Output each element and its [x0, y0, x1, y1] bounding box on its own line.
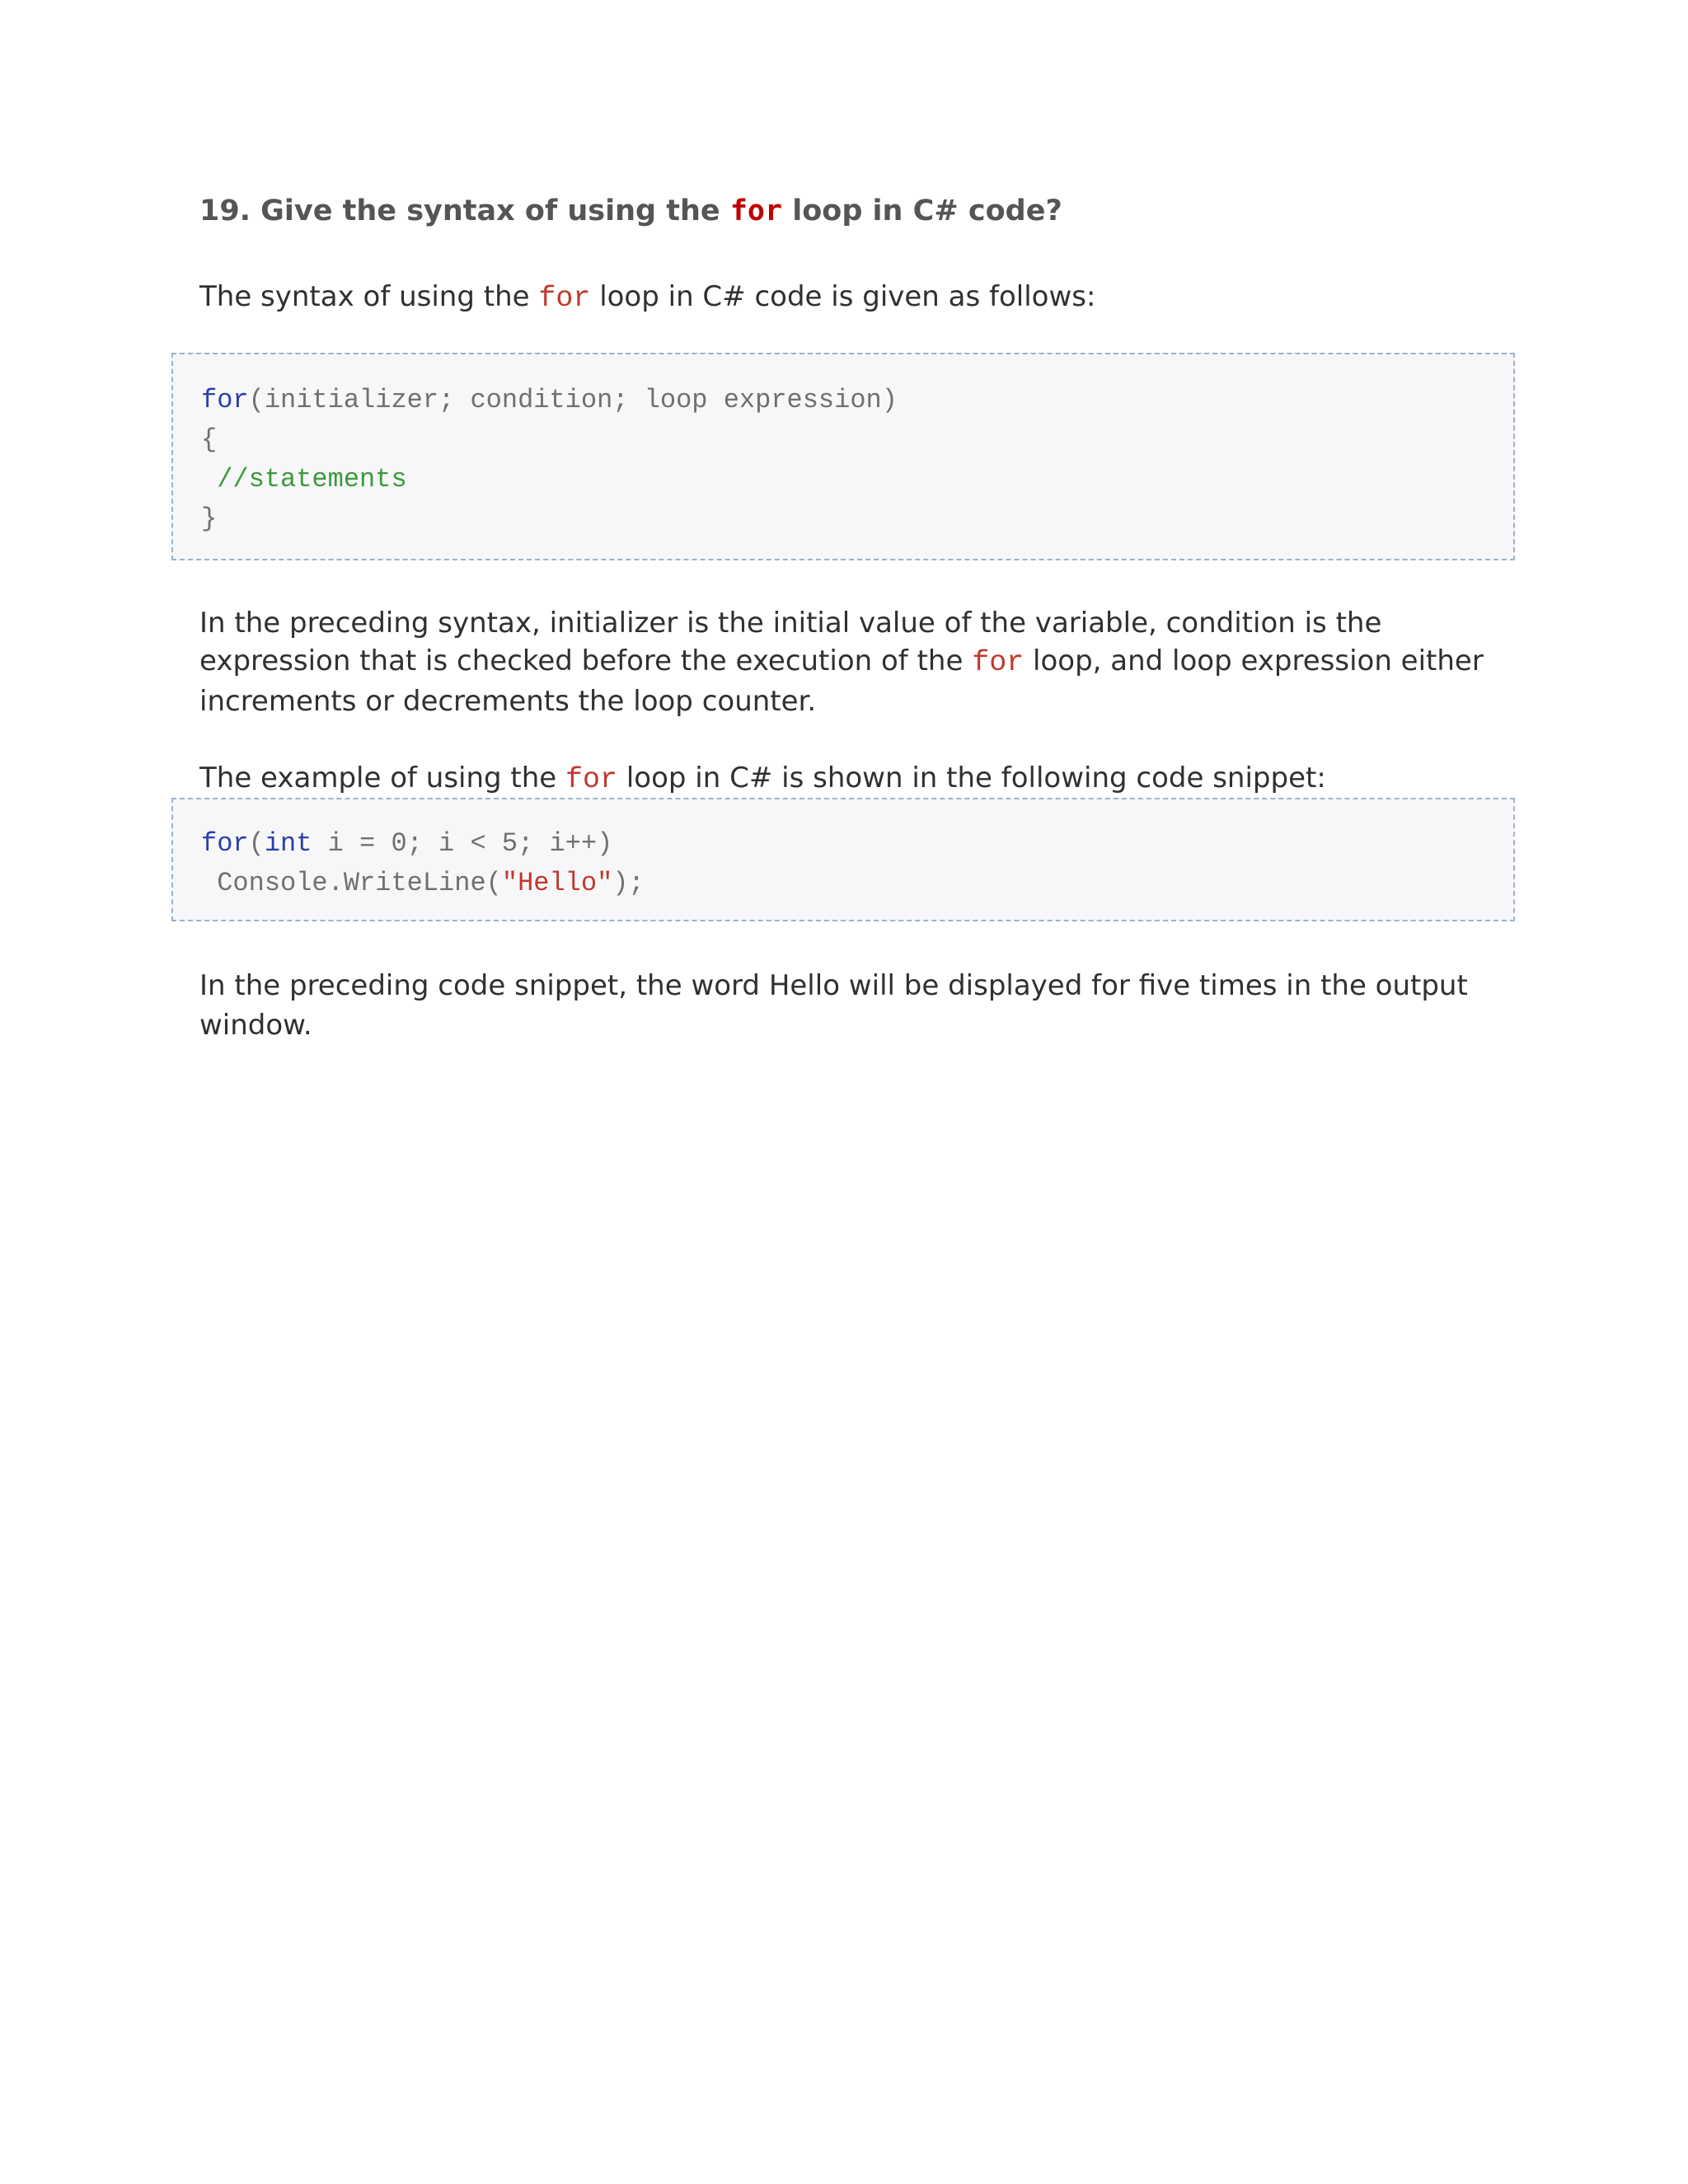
explanation-text: loop, and loop expression either: [1033, 644, 1484, 677]
explanation-line-2: [199, 641, 1484, 682]
heading-keyword: for: [729, 194, 783, 227]
code-text: (: [248, 828, 265, 859]
conclusion-line-2: [199, 1005, 312, 1045]
example-intro-suffix: loop in C# is shown in the following code snippet:: [626, 762, 1326, 794]
code-keyword: for: [201, 385, 249, 415]
code-string: "Hello": [501, 868, 613, 898]
explanation-line-1: [199, 603, 1381, 643]
conclusion-line-1: [199, 966, 1468, 1005]
question-heading: [199, 194, 1062, 227]
code-line: [201, 424, 217, 457]
explanation-text: increments or decrements the loop counter.: [199, 685, 817, 718]
code-line: [201, 463, 407, 496]
code-comment: //statements: [201, 464, 407, 494]
code-line: [201, 867, 645, 900]
code-brace-close: }: [201, 504, 218, 534]
example-intro-keyword: for: [565, 763, 618, 796]
code-text: (initializer; condition; loop expression): [248, 385, 898, 415]
code-line: [201, 827, 612, 860]
intro-keyword: for: [538, 282, 591, 315]
explanation-keyword: for: [972, 646, 1025, 679]
code-text: );: [612, 868, 645, 898]
explanation-line-3: [199, 682, 816, 721]
code-line: [201, 503, 217, 536]
intro-prefix: The syntax of using the: [199, 280, 530, 313]
code-keyword: for: [201, 828, 249, 859]
conclusion-text: In the preceding code snippet, the word Hello will be displayed for five times in the output: [199, 969, 1468, 1002]
conclusion-text: window.: [199, 1009, 312, 1042]
explanation-text: expression that is checked before the execution of the: [199, 644, 964, 677]
intro-paragraph: [199, 277, 1095, 318]
code-text: Console.WriteLine(: [201, 868, 502, 898]
code-line: [201, 384, 898, 417]
syntax-code-block: [171, 353, 1515, 560]
example-code-block: [171, 798, 1515, 921]
heading-prefix: 19. Give the syntax of using the: [199, 194, 720, 227]
intro-suffix: loop in C# code is given as follows:: [599, 280, 1096, 313]
code-keyword: int: [264, 828, 312, 859]
code-brace-open: {: [201, 424, 218, 455]
example-intro-prefix: The example of using the: [199, 762, 557, 794]
code-text: i = 0; i < 5; i++): [312, 828, 613, 859]
example-intro-paragraph: [199, 758, 1326, 799]
heading-suffix: loop in C# code?: [792, 194, 1062, 227]
explanation-text: In the preceding syntax, initializer is the initial value of the variable, condition is the: [199, 607, 1382, 640]
